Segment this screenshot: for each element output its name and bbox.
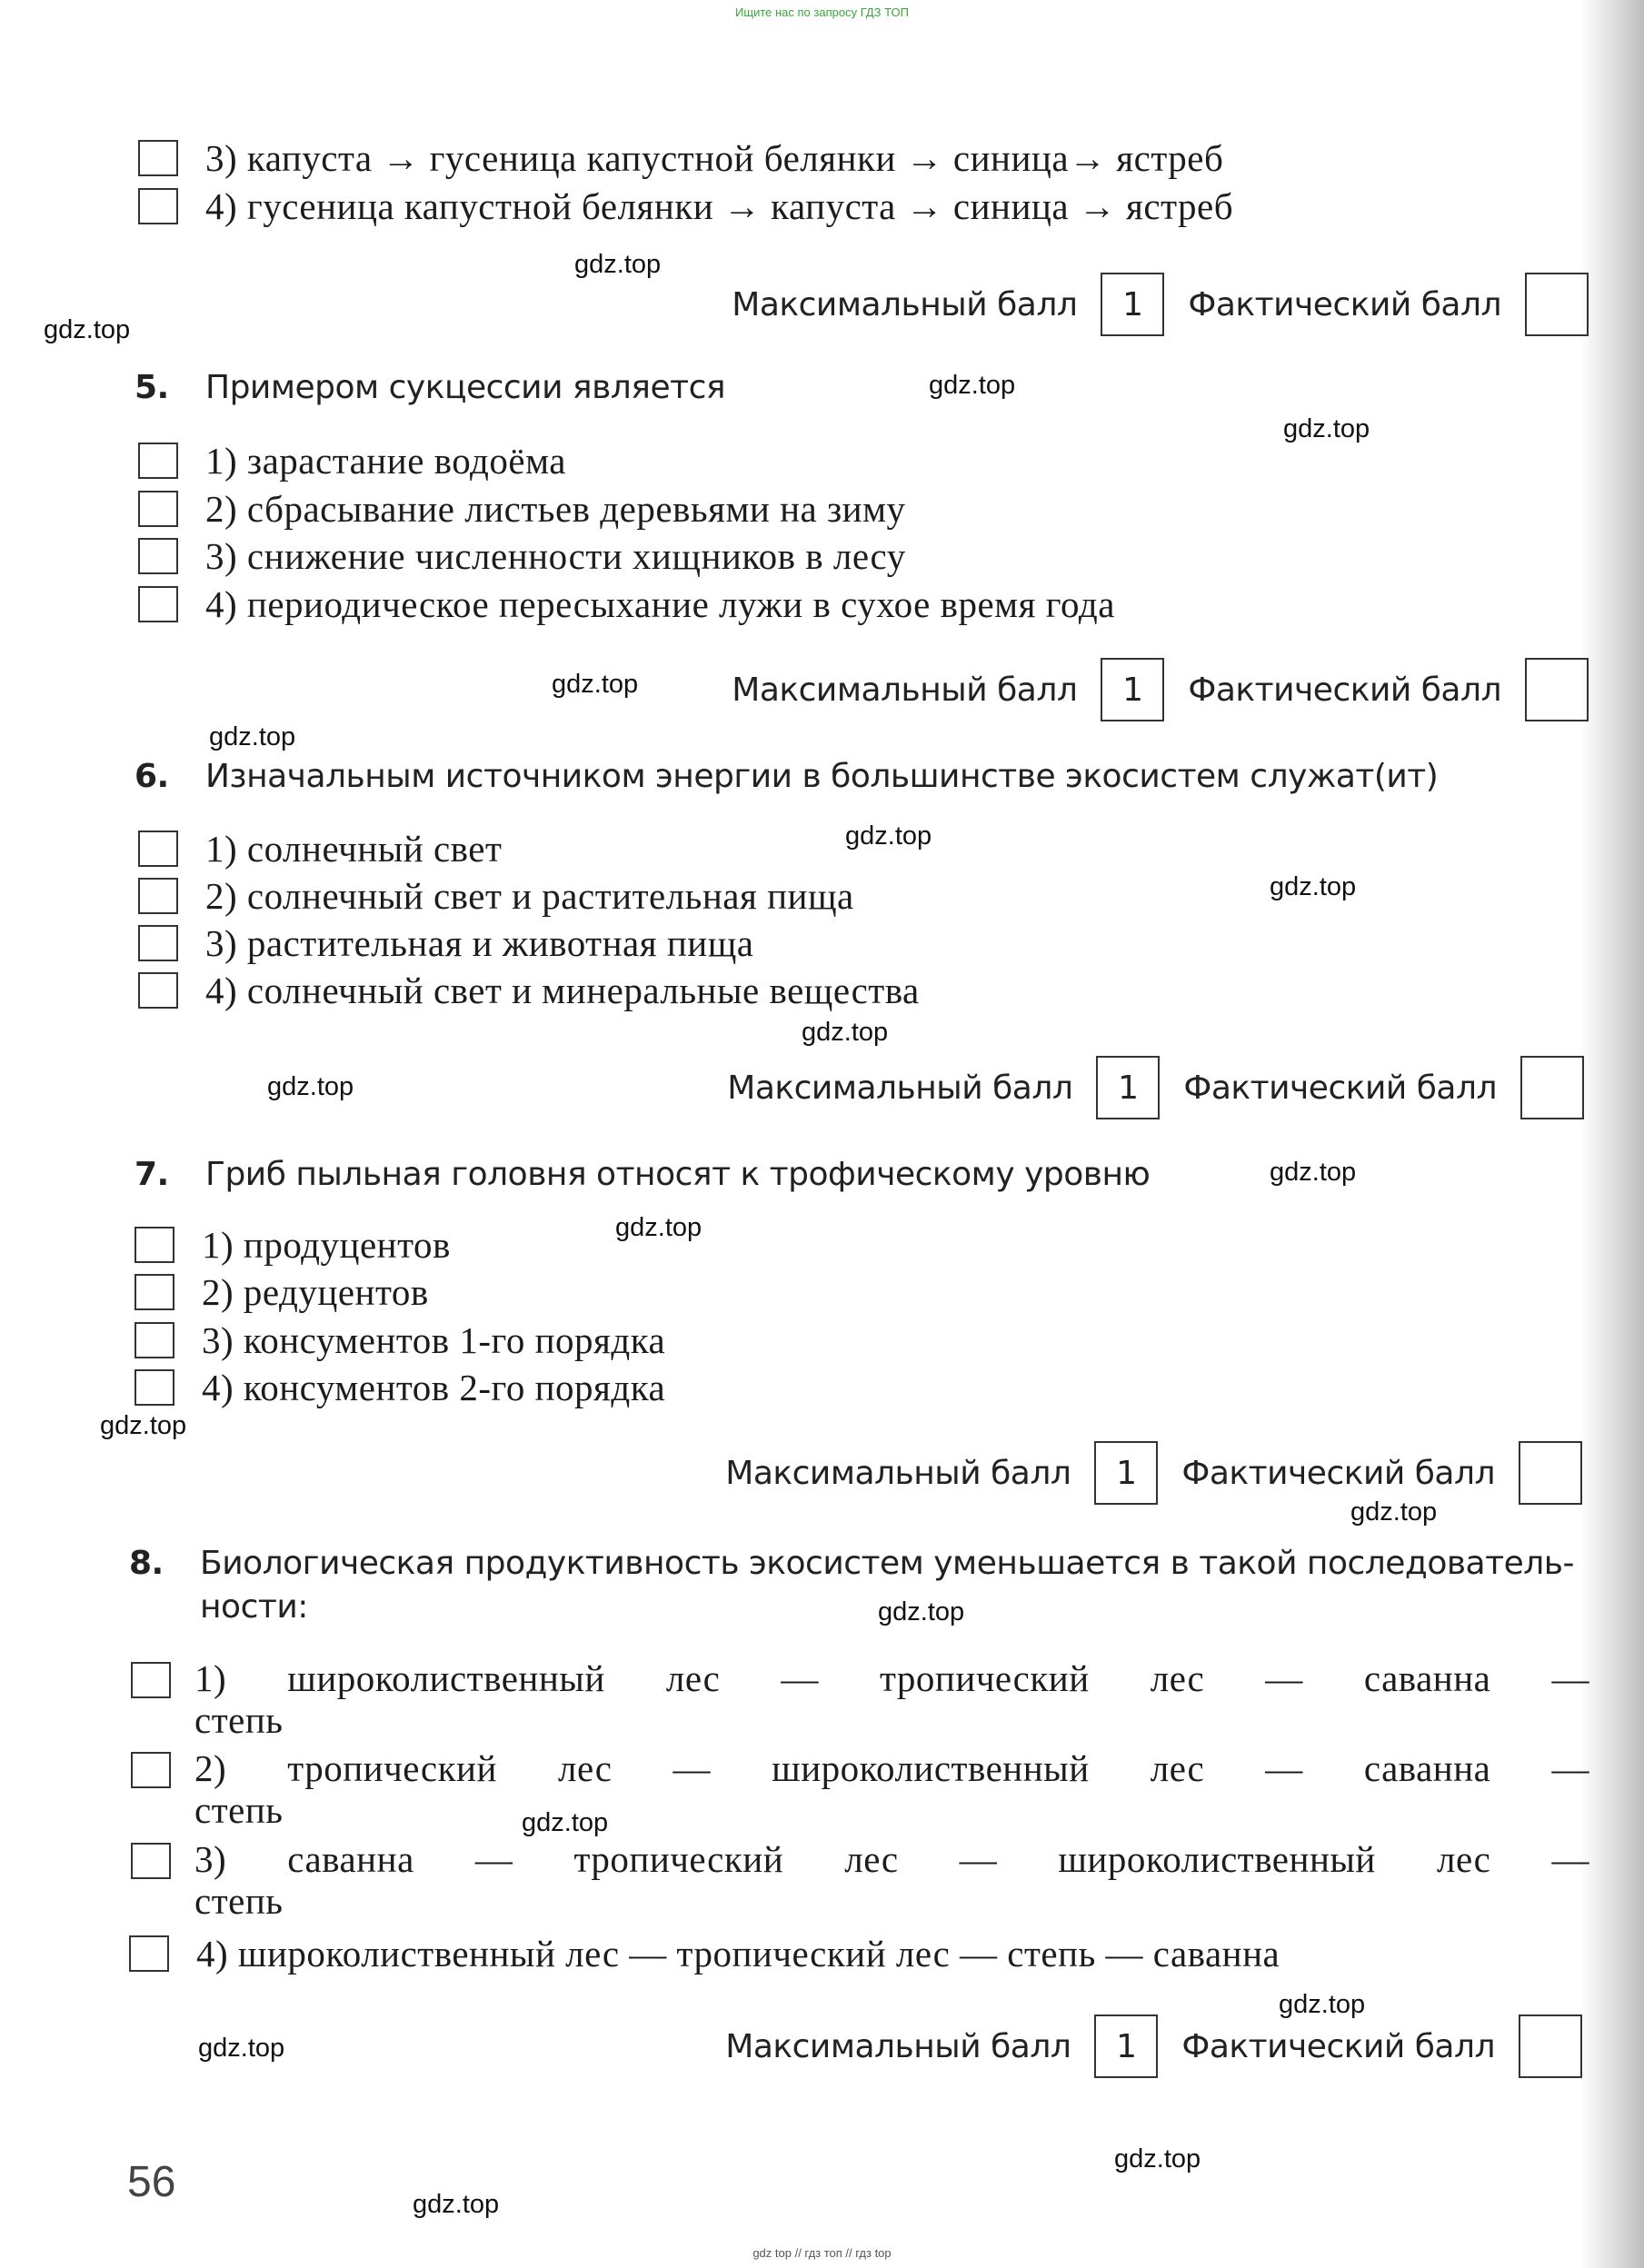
top-banner: Ищите нас по запросу ГДЗ ТОП [735,5,909,19]
q6-title [135,758,1589,795]
q8-option-3-label-cont: степь [194,1880,284,1922]
q5-option-4-label: 4) периодическое пересыхание лужи в сухое время года [205,583,1115,625]
q8-text-line1: Биологическая продуктивность экосистем уменьшается в такой последователь- [200,1545,1574,1582]
q5-option-2-checkbox[interactable] [138,491,178,527]
watermark: gdz.top [267,1072,354,1101]
actual-score-input[interactable] [1519,2014,1582,2078]
q8-option-2-label: 2) тропический лес — широколиственный лес — саванна — [194,1747,1589,1789]
actual-score-label: Фактический балл [1181,2027,1495,2065]
watermark: gdz.top [929,371,1016,400]
q8-option-2-checkbox[interactable] [131,1752,171,1788]
bottom-banner: gdz top // гдз топ // гдз top [752,2246,892,2260]
watermark: gdz.top [1350,1497,1438,1527]
q6-option-2-label: 2) солнечный свет и растительная пища [205,875,854,917]
watermark: gdz.top [1270,872,1357,901]
max-score-box: 1 [1096,1056,1160,1119]
max-score-label: Максимальный балл [727,1069,1073,1107]
watermark: gdz.top [1270,1158,1357,1187]
q7-option-1-label: 1) продуцентов [202,1224,451,1266]
q7-score-row [725,1441,1582,1505]
actual-score-label: Фактический балл [1188,285,1501,323]
q5-option-2-label: 2) сбрасывание листьев деревьями на зиму [205,488,906,530]
q5-option-2[interactable] [138,487,906,531]
q7-option-3[interactable] [135,1318,665,1362]
max-score-label: Максимальный балл [732,285,1078,323]
watermark: gdz.top [878,1597,965,1626]
q4-option-3-label: 3) капуста → гусеница капустной белянки → синица→ ястреб [205,137,1224,179]
q8-score-row [725,2014,1582,2078]
q7-title [135,1156,1589,1193]
q6-option-2-checkbox[interactable] [138,878,178,914]
q8-option-4-label: 4) широколиственный лес — тропический лес — степь — саванна [196,1933,1280,1975]
q6-option-1-label: 1) солнечный свет [205,828,503,870]
watermark: gdz.top [522,1808,609,1837]
max-score-label: Максимальный балл [725,1454,1071,1492]
page-number: 56 [127,2158,176,2206]
actual-score-input[interactable] [1525,273,1589,336]
q6-score-row [727,1056,1584,1119]
watermark: gdz.top [198,2034,285,2063]
watermark: gdz.top [1279,1990,1366,2019]
q6-option-4[interactable] [138,969,920,1012]
watermark: gdz.top [1114,2144,1201,2174]
max-score-box: 1 [1101,658,1164,721]
q6-option-4-label: 4) солнечный свет и минеральные вещества [205,970,920,1011]
q7-option-2[interactable] [135,1270,429,1314]
q6-option-2[interactable] [138,874,854,918]
max-score-box: 1 [1101,273,1164,336]
watermark: gdz.top [413,2190,500,2219]
q6-number: 6. [135,758,169,795]
q8-option-1-label: 1) широколиственный лес — тропический лес — саванна — [194,1657,1589,1699]
q8-title [129,1545,1583,1582]
q7-option-4-checkbox[interactable] [135,1369,174,1406]
q7-option-3-label: 3) консументов 1-го порядка [202,1319,666,1361]
watermark: gdz.top [100,1411,187,1440]
watermark: gdz.top [615,1213,702,1242]
watermark: gdz.top [44,315,131,344]
q8-option-4-checkbox[interactable] [129,1935,169,1972]
q6-option-1[interactable] [138,827,502,870]
q4-option-3-checkbox[interactable] [138,140,178,176]
q5-text: Примером сукцессии является [205,369,726,406]
q5-score-row [732,658,1589,721]
page-edge-shadow [1580,0,1644,2268]
max-score-label: Максимальный балл [725,2027,1071,2065]
actual-score-label: Фактический балл [1183,1069,1497,1107]
q7-option-2-label: 2) редуцентов [202,1271,429,1313]
q4-option-4-checkbox[interactable] [138,188,178,224]
max-score-box: 1 [1094,1441,1158,1505]
q8-option-4[interactable] [129,1932,1280,1975]
q4-option-4[interactable] [138,184,1233,228]
q5-option-4[interactable] [138,582,1115,626]
q6-option-3[interactable] [138,921,754,965]
q8-option-1-checkbox[interactable] [131,1662,171,1698]
q4-option-3[interactable] [138,136,1223,180]
q5-option-1-label: 1) зарастание водоёма [205,440,566,482]
watermark: gdz.top [209,722,296,751]
q6-option-3-checkbox[interactable] [138,925,178,961]
q5-option-3-checkbox[interactable] [138,538,178,574]
q8-text-line2: ности: [200,1588,308,1626]
q8-option-2-label-cont: степь [194,1789,284,1831]
q7-option-1[interactable] [135,1223,451,1267]
watermark: gdz.top [845,821,932,850]
q7-option-4[interactable] [135,1366,665,1409]
actual-score-input[interactable] [1525,658,1589,721]
q5-option-3[interactable] [138,534,906,578]
q6-option-1-checkbox[interactable] [138,831,178,867]
max-score-box: 1 [1094,2014,1158,2078]
q4-option-4-label: 4) гусеница капустной белянки → капуста → синица → ястреб [205,185,1234,227]
q8-number: 8. [129,1545,164,1582]
q5-option-4-checkbox[interactable] [138,586,178,622]
actual-score-label: Фактический балл [1188,671,1501,709]
q6-option-3-label: 3) растительная и животная пища [205,922,754,964]
q5-number: 5. [135,369,169,406]
q5-option-3-label: 3) снижение численности хищников в лесу [205,535,906,577]
q5-title [135,369,1589,406]
q5-option-1[interactable] [138,439,566,482]
q7-option-1-checkbox[interactable] [135,1227,174,1263]
actual-score-input[interactable] [1519,1441,1582,1505]
watermark: gdz.top [574,250,662,279]
q7-option-4-label: 4) консументов 2-го порядка [202,1367,666,1408]
max-score-label: Максимальный балл [732,671,1078,709]
q7-option-3-checkbox[interactable] [135,1322,174,1358]
q8-option-3-label: 3) саванна — тропический лес — широколиственный лес — [194,1838,1589,1880]
q4-score-row [732,273,1589,336]
q8-option-3-checkbox[interactable] [131,1843,171,1879]
watermark: gdz.top [552,670,639,699]
q5-option-1-checkbox[interactable] [138,443,178,479]
q6-option-4-checkbox[interactable] [138,972,178,1009]
q8-option-2[interactable] [131,1746,1589,1832]
actual-score-label: Фактический балл [1181,1454,1495,1492]
q6-text: Изначальным источником энергии в большинстве экосистем служат(ит) [205,758,1439,795]
actual-score-input[interactable] [1520,1056,1584,1119]
q8-option-3[interactable] [131,1837,1589,1923]
q7-option-2-checkbox[interactable] [135,1274,174,1310]
watermark: gdz.top [1283,414,1370,443]
q8-option-1-label-cont: степь [194,1699,284,1741]
q7-text: Гриб пыльная головня относят к трофическому уровню [205,1156,1151,1193]
q8-option-1[interactable] [131,1656,1589,1742]
watermark: gdz.top [802,1018,889,1047]
q7-number: 7. [135,1156,169,1193]
